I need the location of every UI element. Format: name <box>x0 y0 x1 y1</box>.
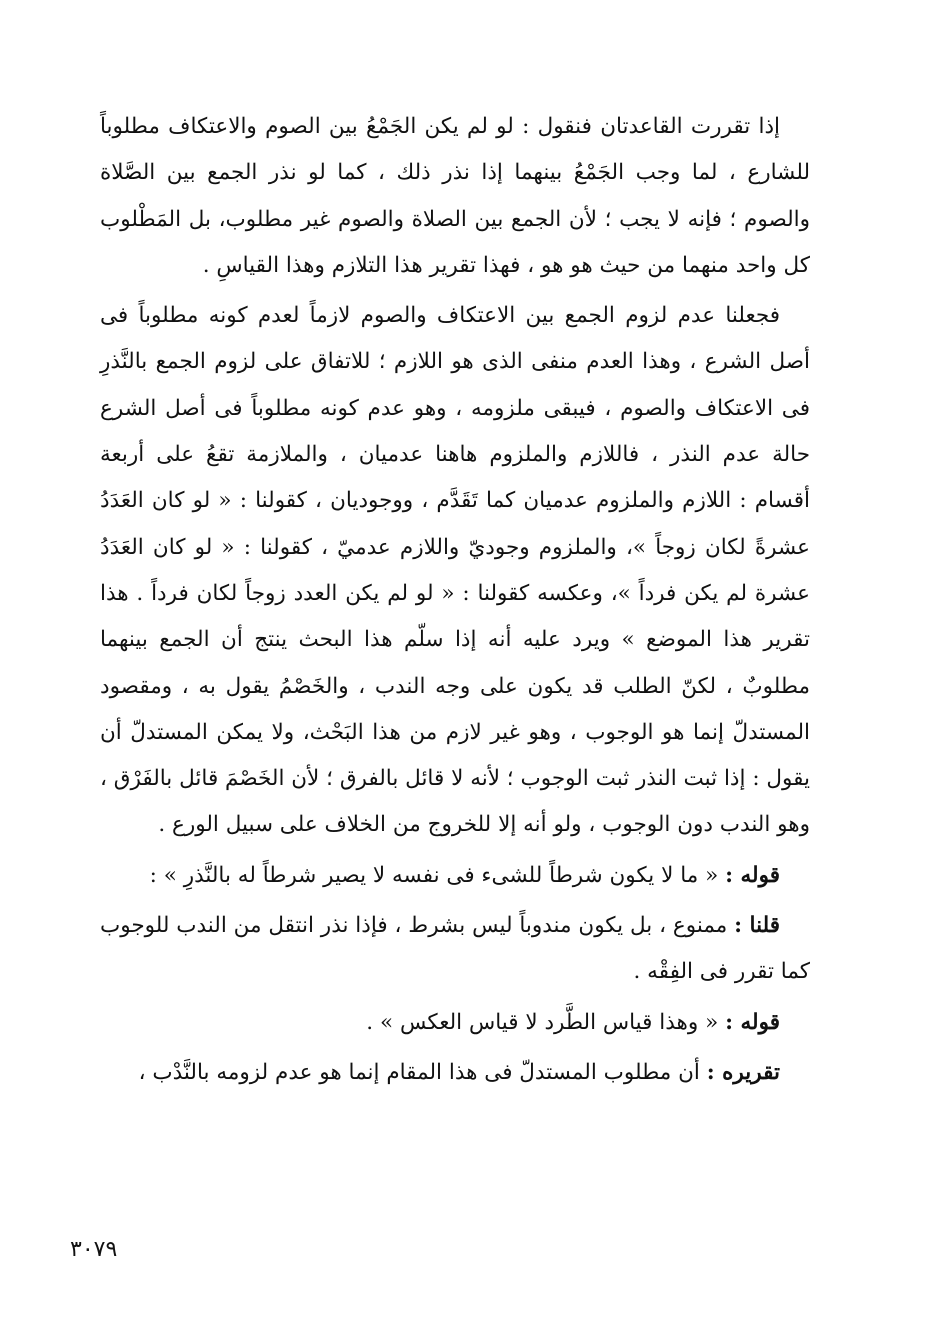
paragraph-4 <box>100 903 810 996</box>
paragraph-3 <box>100 853 810 899</box>
paragraph-5 <box>100 1000 810 1046</box>
paragraph-6 <box>100 1050 810 1096</box>
paragraph-1 <box>100 104 810 289</box>
paragraph-3-text: « ما لا يكون شرطاً للشىء فى نفسه لا يصير شرطاً له بالنَّذرِ » : <box>149 862 719 888</box>
paragraph-6-lead: تقريره : <box>706 1059 780 1085</box>
page-number: ٣٠٧٩ <box>70 1237 118 1262</box>
paragraph-5-lead: قوله : <box>725 1009 780 1035</box>
paragraph-5-text: « وهذا قياس الطَّرد لا قياس العكس » . <box>366 1009 719 1035</box>
paragraph-4-text: ممنوع ، بل يكون مندوباً ليس بشرط ، فإذا نذر انتقل من الندب للوجوب كما تقرر فى الفِقْه . <box>100 913 810 985</box>
paragraph-1-text: إذا تقررت القاعدتان فنقول : لو لم يكن الجَمْعُ بين الصوم والاعتكاف مطلوباً للشارع ، لما وجب الجَمْعُ بينهما إذا نذر ذلك ، كما لو نذر الجمع بين الصَّلاة والصوم ؛ فإنه لا يجب ؛ لأن الجمع بين الصلاة والصوم غير مطلوب، بل المَطْلوب كل واحد منهما من حيث هو هو ، فهذا تقرير هذا التلازم وهذا القياسِ . <box>100 114 810 278</box>
page-body <box>100 104 810 1096</box>
paragraph-4-lead: قلنا : <box>734 913 780 939</box>
paragraph-2 <box>100 293 810 849</box>
paragraph-3-lead: قوله : <box>725 862 780 888</box>
paragraph-2-text: فجعلنا عدم لزوم الجمع بين الاعتكاف والصوم لازماً لعدم كونه مطلوباً فى أصل الشرع ، وهذا العدم منفى الذى هو اللازم ؛ للاتفاق على لزوم الجمع بالنَّذرِ فى الاعتكاف والصوم ، فيبقى ملزومه ، وهو عدم كونه مطلوباً فى أصل الشرع حالة عدم النذر ، فاللازم والملزوم هاهنا عدميان ، والملازمة تقعُ على أربعة أقسام : اللازم والملزوم عدميان كما تَقَدَّم ، ووجوديان ، كقولنا : « لو كان العَدَدُ عشرةً لكان زوجاً »، والملزوم وجوديّ واللازم عدميّ ، كقولنا : « لو كان العَدَدُ عشرة لم يكن فرداً »، وعكسه كقولنا : « لو لم يكن العدد زوجاً لكان فرداً . هذا تقرير هذا الموضع » ويرد عليه أنه إذا سلّم هذا البحث ينتج أن الجمع بينهما مطلوبٌ ، لكنّ الطلب قد يكون على وجه الندب ، والخَصْمُ يقول به ، ومقصود المستدلّ إنما هو الوجوب ، وهو غير لازم من هذا البَحْث، ولا يمكن المستدلّ أن يقول : إذا ثبت النذر ثبت الوجوب ؛ لأنه لا قائل بالفرق ؛ لأن الخَصْمَ قائل بالفَرْق ، وهو الندب دون الوجوب ، ولو أنه إلا للخروج من الخلاف على سبيل الورع . <box>100 303 810 838</box>
paragraph-6-text: أن مطلوب المستدلّ فى هذا المقام إنما هو عدم لزومه بالنَّدْب ، <box>138 1059 700 1085</box>
